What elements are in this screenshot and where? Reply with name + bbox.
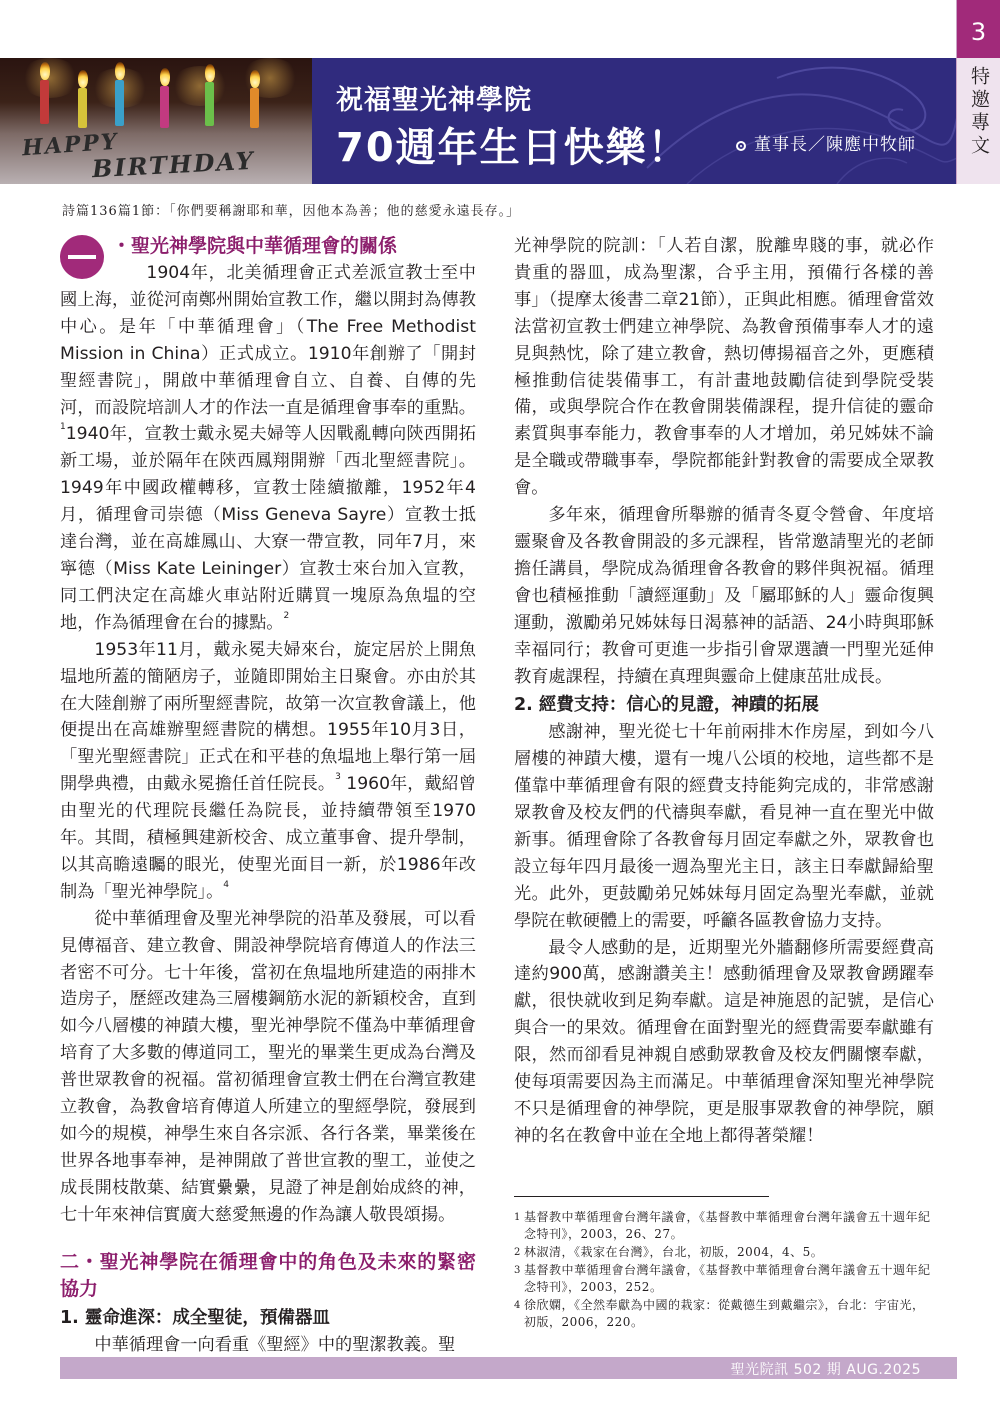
birthday-cake-photo [0, 58, 312, 184]
section-1-title: ・聖光神學院與中華循理會的關係 [112, 235, 398, 257]
column-right [514, 233, 934, 1150]
scripture-verse: 詩篇136篇1節：「你們要稱謝耶和華，因他本為善；他的慈愛永遠長存。」 [62, 204, 521, 219]
subsection-2-heading: 2. 經費支持：信心的見證，神蹟的拓展 [514, 695, 819, 716]
footnote: 1 基督教中華循理會台灣年議會，《基督教中華循理會台灣年議會五十週年紀念特刊》，2003，26、27。 [514, 1210, 931, 1241]
footnote-ref: 3 [335, 772, 341, 783]
paragraph: 多年來，循理會所舉辦的循青冬夏令營會、年度培靈聚會及各教會開設的多元課程，皆常邀請聖光的老師擔任講員，學院成為循理會各教會的夥伴與祝福。循理會也積極推動「讀經運動」及「屬耶穌的人」靈命復興運動，激勵弟兄姊妹每日渴慕神的話語、24小時與耶穌幸福同行；教會可更進一步指引會眾選讀一門聖光延伸教育處課程，持續在真理與靈命上健康茁壯成長。 [514, 505, 934, 687]
paragraph: 最令人感動的是，近期聖光外牆翻修所需要經費高達約900萬，感謝讚美主！感動循理會及眾教會踴躍奉獻，很快就收到足夠奉獻。這是神施恩的記號，是信心與合一的果效。循理會在面對聖光的經費需要奉獻雖有限，然而卻看見神親自感動眾教會及校友們關懷奉獻，使每項需要因為主而滿足。中華循理會深知聖光神學院不只是循理會的神學院，更是服事眾教會的神學院，願神的名在教會中並在全地上都得著榮耀！ [514, 937, 934, 1146]
footer-issue: 聖光院訊 502 期 AUG.2025 [730, 1362, 921, 1378]
footnote-ref: 4 [223, 879, 230, 890]
header-subtitle: 祝福聖光神學院 [336, 85, 532, 116]
bullet-icon [736, 141, 746, 151]
header-title: 70週年生日快樂！ [336, 125, 690, 171]
footnote-ref: 1 [60, 422, 66, 433]
page-number: 3 [957, 0, 1000, 58]
paragraph: 中華循理會一向看重《聖經》中的聖潔教義。聖 [94, 1334, 456, 1355]
section-2-heading: 二・聖光神學院在循理會中的角色及未來的緊密協力 [60, 1250, 476, 1300]
section-tag: 特邀專文 [968, 66, 990, 158]
paragraph: 1953年11月，戴永冕夫婦來台，旋定居於上開魚塭地所蓋的簡陋房子，並隨即開始主日聚會。亦由於其在大陸創辦了兩所聖經書院，故第一次宣教會議上，他便提出在高雄辦聖經書院的構想。1955年10月3日，「聖光聖經書院」正式在和平巷的魚塭地上舉行第一屆開學典禮，由戴永冕擔任首任院長。$^3$ 1960年，戴紹曾由聖光的代理院長繼任為院長，並持續帶領至1970年。其間，積極興建新校舍、成立董事會、提升學制，以其高瞻遠矚的眼光，使聖光面目一新，於1986年改制為「聖光神學院」。$^4$ [60, 639, 476, 902]
section-sidebar [956, 0, 1000, 184]
paragraph: 感謝神，聖光從七十年前兩排木作房屋，到如今八層樓的神蹟大樓，還有一塊八公頃的校地，這些都不是僅靠中華循理會有限的經費支持能夠完成的，非常感謝眾教會及校友們的代禱與奉獻，看見神一直在聖光中做新事。循理會除了各教會每月固定奉獻之外，眾教會也設立每年四月最後一週為聖光主日，該主日奉獻歸給聖光。此外，更鼓勵弟兄姊妹每月固定為聖光奉獻，並就學院在軟硬體上的需要，呼籲各區教會協力支持。 [514, 722, 934, 931]
paragraph: 光神學院的院訓：「人若自潔，脫離卑賤的事，就必作貴重的器皿，成為聖潔，合乎主用，預備行各樣的善事」（提摩太後書二章21節），正與此相應。循理會當效法當初宣教士們建立神學院、為教會預備事奉人才的遠見與熱忱，除了建立教會，熱切傳揚福音之外，更應積極推動信徒裝備事工，有計畫地鼓勵信徒到學院受裝備，或與學院合作在教會開裝備課程，提升信徒的靈命素質與事奉能力，教會事奉的人才增加，弟兄姊妹不論是全職或帶職事奉，學院都能針對教會的需要成全眾教會。 [514, 236, 934, 499]
footnote: 2 林淑清，《栽家在台灣》，台北，初版，2004，4、5。 [514, 1245, 824, 1259]
author-byline [736, 130, 916, 155]
section-1-number-badge [60, 235, 104, 279]
section-1-heading [60, 233, 476, 260]
footnote-divider [514, 1196, 769, 1197]
footnote-ref: 2 [283, 610, 290, 621]
cake-happy-text: HAPPY [21, 128, 120, 162]
subsection-1-heading: 1. 靈命進深：成全聖徒，預備器皿 [60, 1307, 330, 1328]
paragraph: 從中華循理會及聖光神學院的沿革及發展，可以看見傳福音、建立教會、開設神學院培育傳道人的作法三者密不可分。七十年後，當初在魚塭地所建造的兩排木造房子，歷經改建為三層樓鋼筋水泥的新穎校舍，直到如今八層樓的神蹟大樓，聖光神學院不僅為中華循理會培育了大多數的傳道同工，聖光的畢業生更成為台灣及普世眾教會的祝福。當初循理會宣教士們在台灣宣教建立教會，為教會培育傳道人所建立的聖經學院，發展到如今的規模，神學生來自各宗派、各行各業，畢業後在世界各地事奉神，是神開啟了普世宣教的聖工，並使之成長開枝散葉、結實纍纍，見證了神是創始成終的神，七十年來神信實廣大慈愛無邊的作為讓人敬畏頌揚。 [60, 908, 476, 1225]
title-banner [312, 58, 957, 184]
footnotes [514, 1209, 934, 1332]
footnote: 3 基督教中華循理會台灣年議會，《基督教中華循理會台灣年議會五十週年紀念特刊》，2003，252。 [514, 1263, 931, 1294]
footer-bar [60, 1357, 957, 1379]
author-name: 董事長／陳應中牧師 [754, 135, 916, 155]
cake-birthday-text: BIRTHDAY [91, 145, 256, 184]
column-left [60, 233, 476, 1358]
footnote: 4 徐欣嫻，《全然奉獻為中國的栽家：從戴德生到戴繼宗》，台北：宇宙光，初版，2006，220。 [514, 1298, 925, 1329]
paragraph: 1904年，北美循理會正式差派宣教士至中國上海，並從河南鄭州開始宣教工作，繼以開封為傳教中心。是年「中華循理會」（The Free Methodist Mission in China）正式成立。1910年創辦了「開封聖經書院」，開啟中華循理會自立、自養、自傳的先河，而設院培訓人才的作法一直是循理會事奉的重點。$^1$1940年，宣教士戴永冕夫婦等人因戰亂轉向陝西開拓新工場，並於隔年在陝西鳳翔開辦「西北聖經書院」。1949年中國政權轉移，宣教士陸續撤離，1952年4月，循理會司崇德（Miss Geneva Sayre）宣教士抵達台灣，並在高雄鳳山、大寮一帶宣教，同年7月，來寧德（Miss Kate Leininger）宣教士來台加入宣教，同工們決定在高雄火車站附近購買一塊原為魚塭的空地，作為循理會在台的據點。$^2$ [60, 263, 476, 633]
